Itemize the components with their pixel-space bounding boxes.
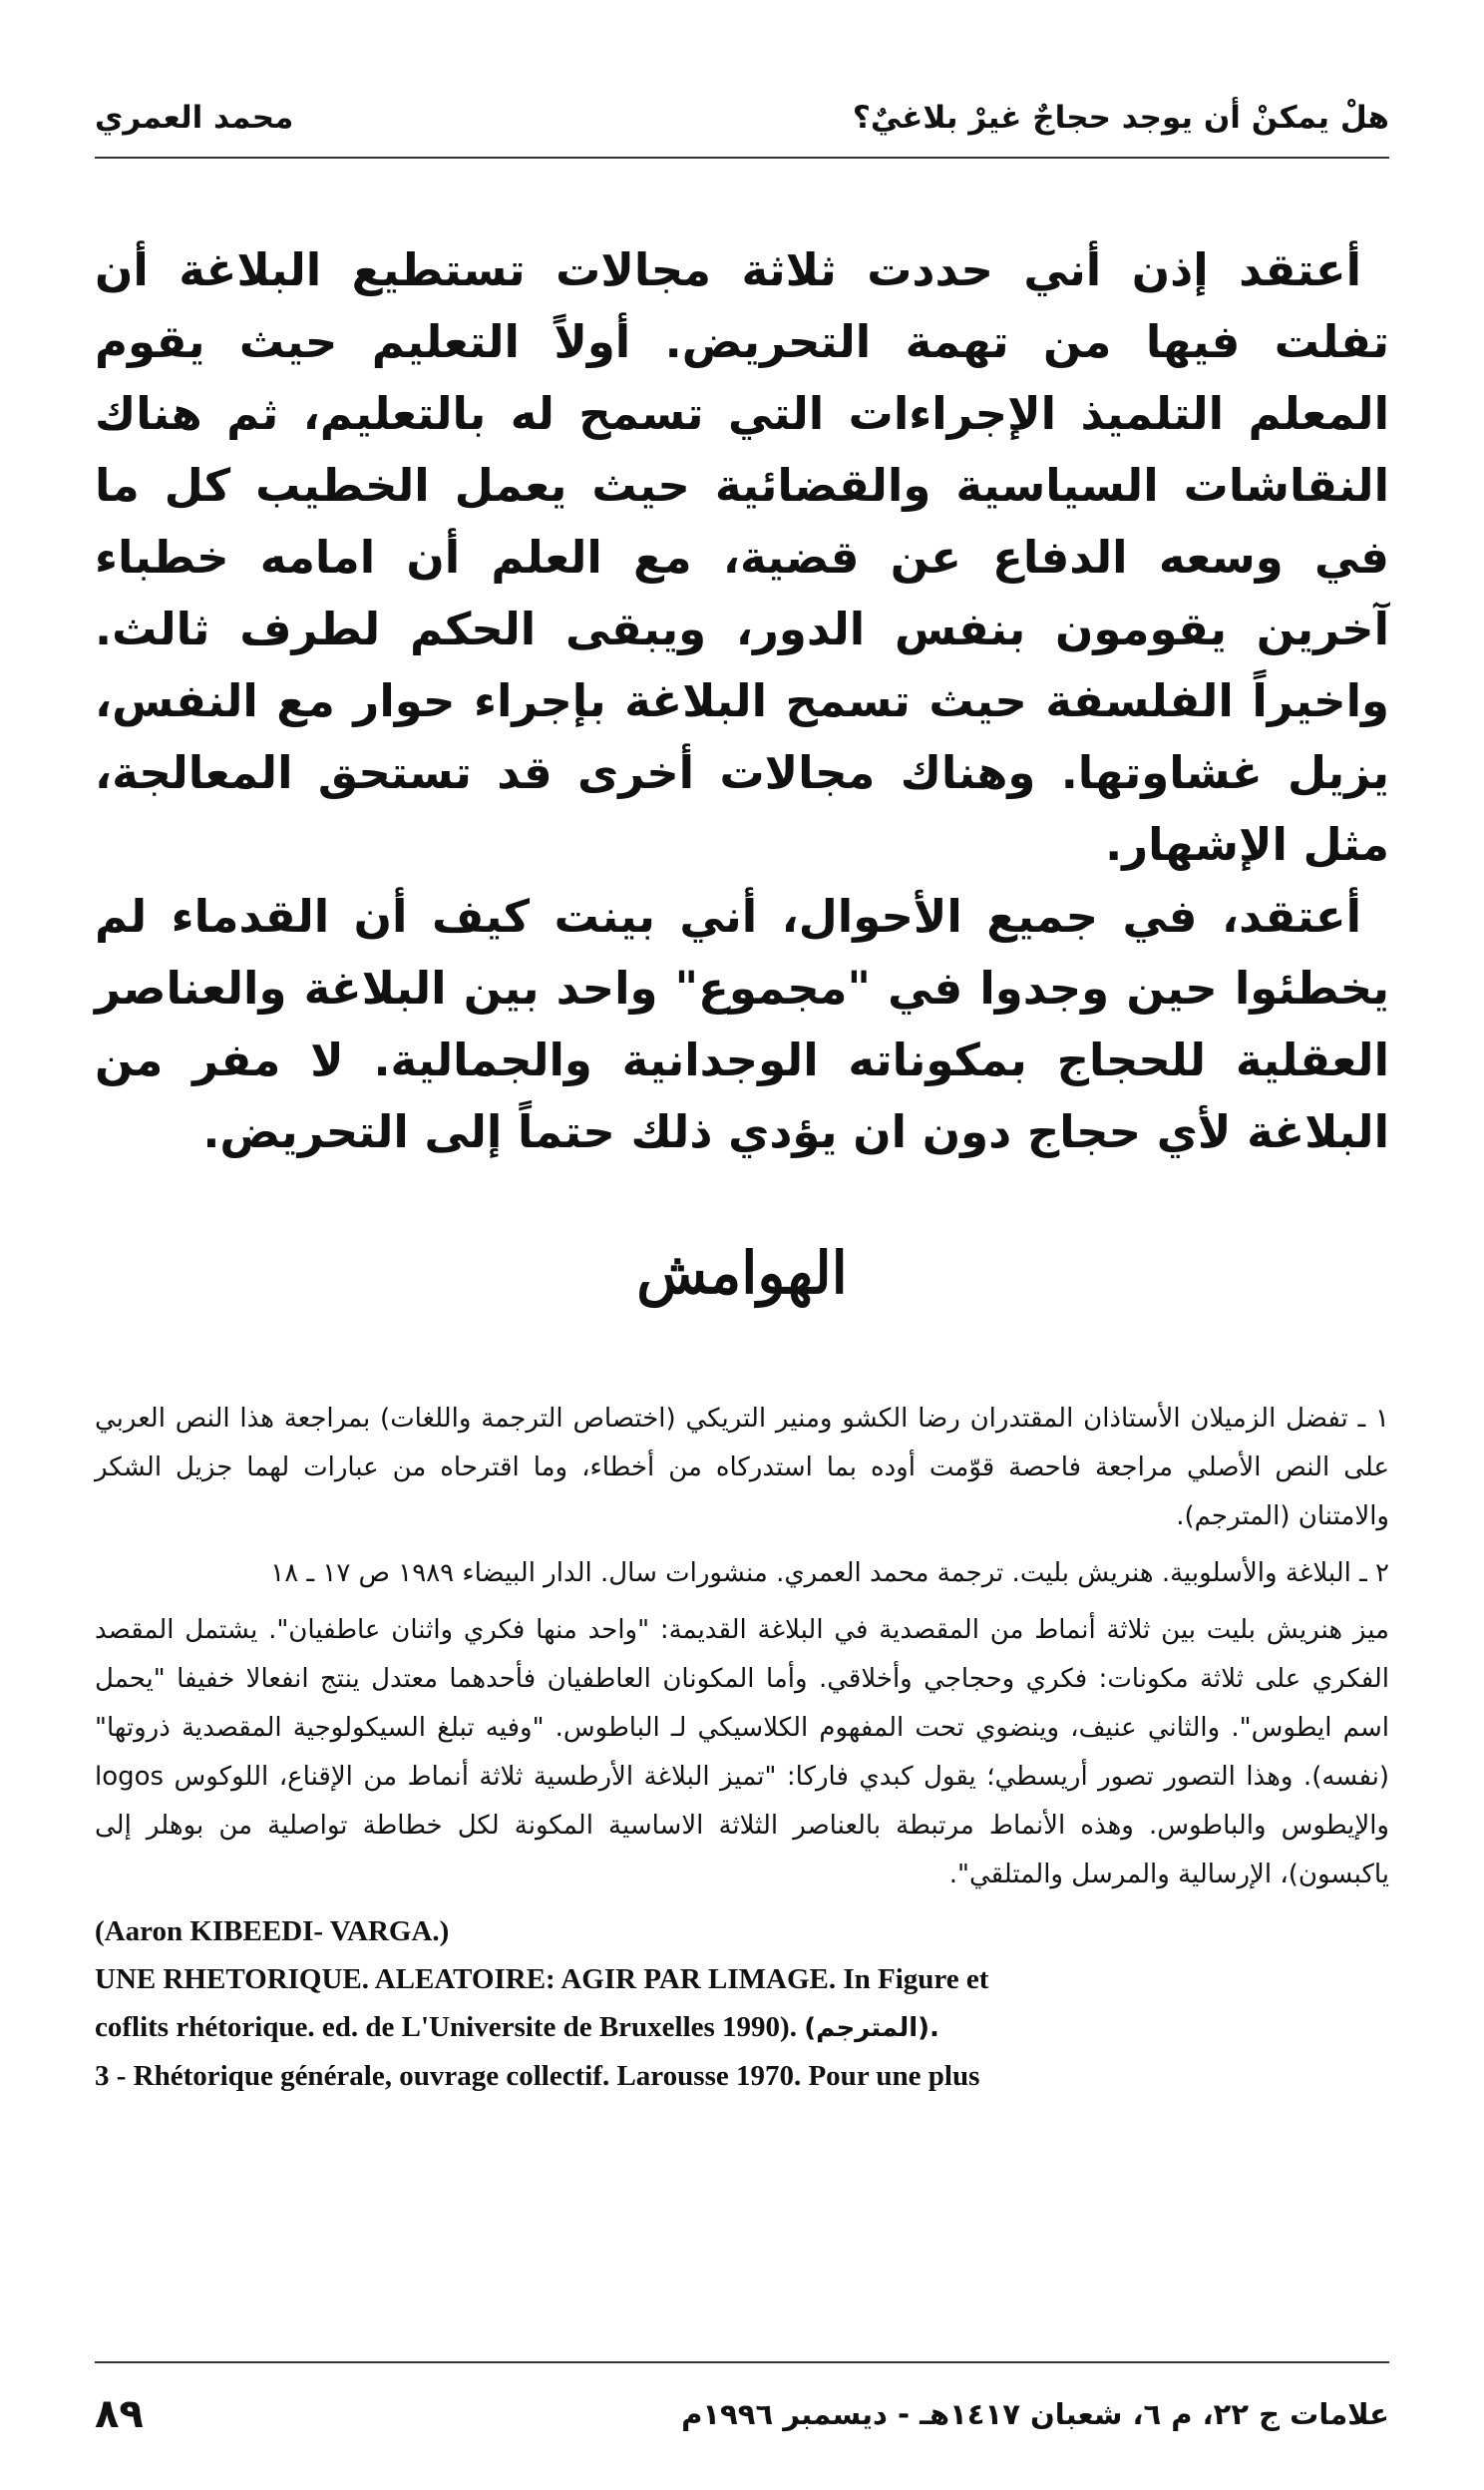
reference-title: UNE RHETORIQUE. ALEATOIRE: AGIR PAR LIMAGE. In Figure et	[95, 1963, 989, 1995]
page-number: ٨٩	[95, 2391, 144, 2437]
paragraph-1: أعتقد إذن أني حددت ثلاثة مجالات تستطيع البلاغة أن تفلت فيها من تهمة التحريض. أولاً التعليم حيث يقوم المعلم التلميذ الإجراءات التي تسمح له بالتعليم، ثم هناك النقاشات السياسية والقضائية حيث يعمل الخطيب كل ما في وسعه الدفاع عن قضية، مع العلم أن امامه خطباء آخرين يقومون بنفس الدور، ويبقى الحكم لطرف ثالث. واخيراً الفلسفة حيث تسمح البلاغة بإجراء حوار مع النفس، يزيل غشاوتها. وهناك مجالات أخرى قد تستحق المعالجة، مثل الإشهار.	[95, 243, 1389, 871]
footnotes	[95, 1395, 1389, 2100]
main-text	[95, 234, 1389, 1168]
footnote-3: 3 - Rhétorique générale, ouvrage collectif. Larousse 1970. Pour une plus	[95, 2060, 980, 2092]
footnote-2: ٢ ـ البلاغة والأسلوبية. هنريش بليت. ترجمة محمد العمري. منشورات سال. الدار البيضاء ١٩٨٩ ص ١٧ ـ ١٨	[270, 1558, 1389, 1588]
running-footer	[95, 2379, 1389, 2449]
running-header	[95, 88, 1389, 148]
footnote-1: ١ ـ تفضل الزميلان الأستاذان المقتدران رضا الكشو ومنير التريكي (اختصاص الترجمة واللغات) بمراجعة هذا النص العربي على النص الأصلي مراجعة فاحصة قوّمت أوده بما استدركاه من أخطاء، وما اقترحاه من عبارات لهما جزيل الشكر والامتنان (المترجم).	[95, 1404, 1389, 1531]
paragraph-2: أعتقد، في جميع الأحوال، أني بينت كيف أن القدماء لم يخطئوا حين وجدوا في "مجموع" واحد بين البلاغة والعناصر العقلية للحجاج بمكوناته الوجدانية والجمالية. لا مفر من البلاغة لأي حجاج دون ان يؤدي ذلك حتماً إلى التحريض.	[95, 890, 1389, 1158]
translator-tag: (المترجم).	[804, 2013, 939, 2043]
reference-publisher	[95, 2003, 1389, 2052]
footnotes-heading: الهوامش	[636, 1239, 848, 1307]
reference-author: (Aaron KIBEEDI- VARGA.)	[95, 1915, 450, 1947]
header-title: هلْ يمكنْ أن يوجد حجاجٌ غيرْ بلاغيٌ؟	[852, 100, 1389, 136]
footer-rule	[95, 2361, 1389, 2363]
header-rule	[95, 157, 1389, 159]
journal-citation: علامات ج ٢٢، م ٦، شعبان ١٤١٧هـ - ديسمبر ١٩٩٦م	[681, 2397, 1389, 2431]
header-author: محمد العمري	[95, 100, 294, 136]
footnote-2-detail: ميز هنريش بليت بين ثلاثة أنماط من المقصدية في البلاغة القديمة: "واحد منها فكري واثنان عاطفيان". يشتمل المقصد الفكري على ثلاثة مكونات: فكري وحجاجي وأخلاقي. وأما المكونان العاطفيان فأحدهما معتدل ينتج انفعالا خفيفا "يحمل اسم ايطوس". والثاني عنيف، وينضوي تحت المفهوم الكلاسيكي لـ الباطوس. "وفيه تبلغ السيكولوجية المقصدية ذروتها" (نفسه). وهذا التصور تصور أريسطي؛ يقول كبدي فاركا: "تميز البلاغة الأرطسية ثلاثة أنماط من الإقناع، اللوكوس logos والإيطوس والباطوس. وهذه الأنماط مرتبطة بالعناصر الثلاثة الاساسية المكونة لكل خطاطة تواصلية من بوهلر إلى ياكبسون)، الإرسالية والمرسل والمتلقي".	[95, 1615, 1389, 1889]
reference-publisher-text: coflits rhétorique. ed. de L'Universite de Bruxelles 1990).	[95, 2011, 797, 2043]
